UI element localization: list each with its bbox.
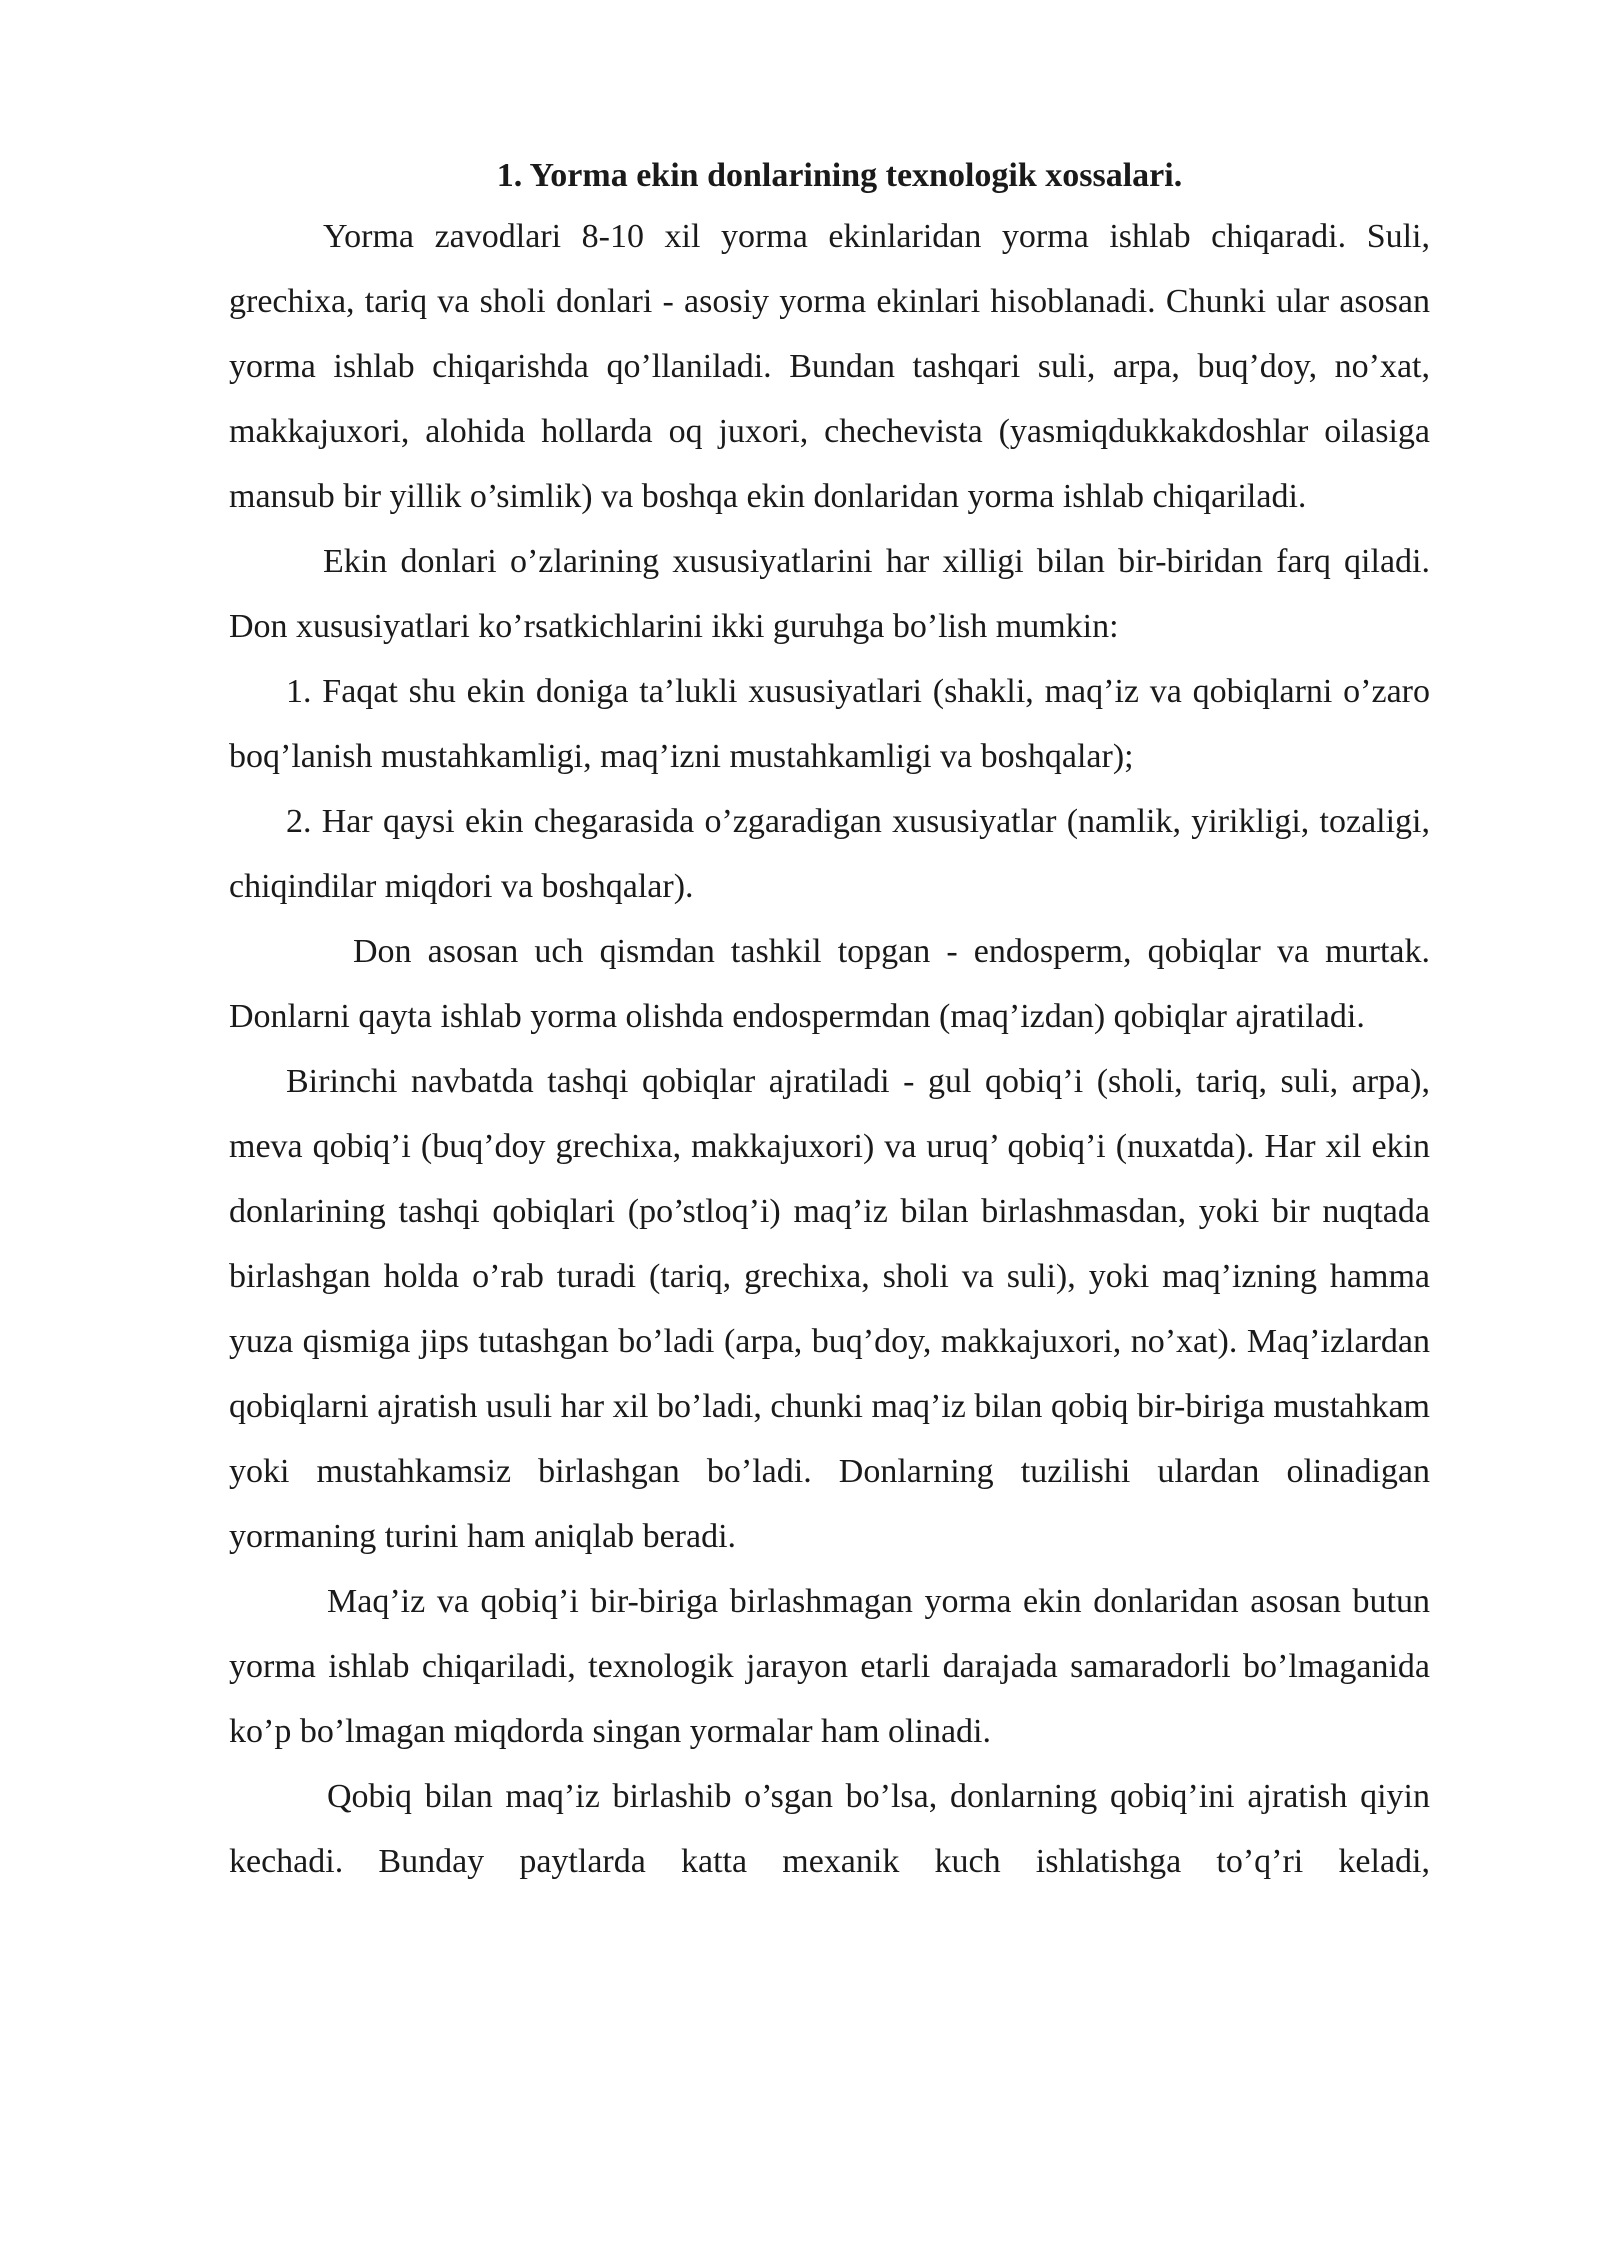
paragraph-ekin-donlari: Ekin donlari o’zlarining xususiyatlarini har xilligi bilan bir-biridan farq qiladi. Don xususiyatlari ko’rsatkichlarini ikki guruhga bo’lish mumkin: [229, 543, 1430, 645]
paragraph-qobiq-bilan-maqiz: Qobiq bilan maq’iz birlashib o’sgan bo’lsa, donlarning qobiq’ini ajratish qiyin kechadi. Bunday paytlarda katta mexanik kuch ishlatishga to’q’ri keladi, [229, 1778, 1430, 1880]
list-item-1: 1. Faqat shu ekin doniga ta’lukli xususiyatlari (shakli, maq’iz va qobiqlarni o’zaro boq’lanish mustahkamligi, maq’izni mustahkamligi va boshqalar); [229, 673, 1430, 775]
paragraph-maqiz-va-qobiqi: Maq’iz va qobiq’i bir-biriga birlashmagan yorma ekin donlaridan asosan butun yorma ishlab chiqariladi, texnologik jarayon etarli darajada samaradorli bo’lmaganida ko’p bo’lmagan miqdorda singan yormalar ham olinadi. [229, 1583, 1430, 1750]
section-heading: 1. Yorma ekin donlarining texnologik xossalari. [496, 157, 1183, 194]
document-body [229, 148, 1430, 1894]
paragraph-don-asosan: Don asosan uch qismdan tashkil topgan - endosperm, qobiqlar va murtak. Donlarni qayta ishlab yorma olishda endospermdan (maq’izdan) qobiqlar ajratiladi. [229, 933, 1430, 1035]
list-item-2: 2. Har qaysi ekin chegarasida o’zgaradigan xususiyatlar (namlik, yirikligi, tozaligi, chiqindilar miqdori va boshqalar). [229, 803, 1430, 905]
paragraph-yorma-zavodlari: Yorma zavodlari 8-10 xil yorma ekinlaridan yorma ishlab chiqaradi. Suli, grechixa, tariq va sholi donlari - asosiy yorma ekinlari hisoblanadi. Chunki ular asosan yorma ishlab chiqarishda qo’llaniladi. Bundan tashqari suli, arpa, buq’doy, no’xat, makkajuxori, alohida hollarda oq juxori, chechevista (yasmiqdukkakdoshlar oilasiga mansub bir yillik o’simlik) va boshqa ekin donlaridan yorma ishlab chiqariladi. [229, 218, 1430, 515]
paragraph-birinchi-navbatda: Birinchi navbatda tashqi qobiqlar ajratiladi - gul qobiq’i (sholi, tariq, suli, arpa), meva qobiq’i (buq’doy grechixa, makkajuxori) va uruq’ qobiq’i (nuxatda). Har xil ekin donlarining tashqi qobiqlari (po’stloq’i) maq’iz bilan birlashmasdan, yoki bir nuqtada birlashgan holda o’rab turadi (tariq, grechixa, sholi va suli), yoki maq’izning hamma yuza qismiga jips tutashgan bo’ladi (arpa, buq’doy, makkajuxori, no’xat). Maq’izlardan qobiqlarni ajratish usuli har xil bo’ladi, chunki maq’iz bilan qobiq bir-biriga mustahkam yoki mustahkamsiz birlashgan bo’ladi. Donlarning tuzilishi ulardan olinadigan yormaning turini ham aniqlab beradi. [229, 1063, 1430, 1555]
